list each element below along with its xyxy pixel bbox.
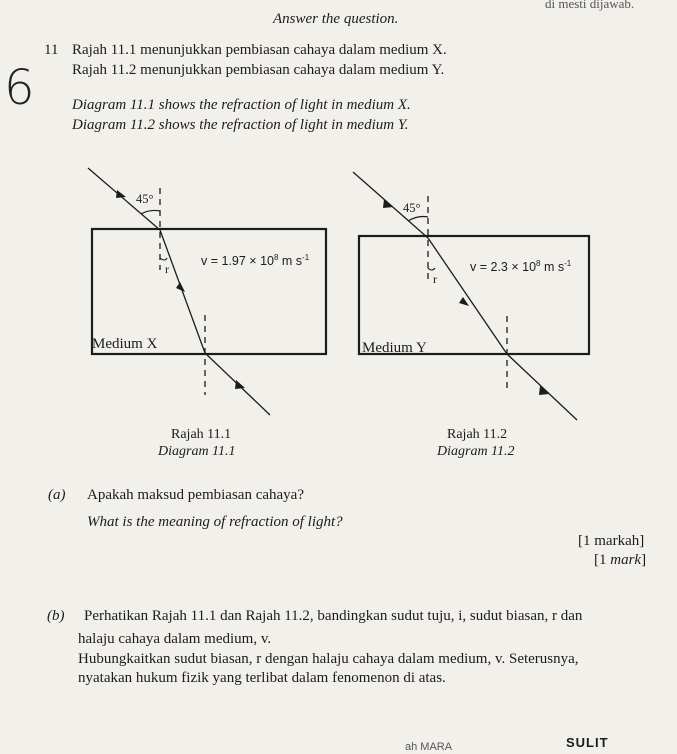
- part-a-english: What is the meaning of refraction of light?: [87, 514, 343, 530]
- refracted-arrowhead-2: [459, 297, 469, 306]
- diagram2-caption-english: Diagram 11.2: [437, 444, 515, 459]
- intro-english-line2: Diagram 11.2 shows the refraction of light in medium Y.: [72, 117, 409, 133]
- refracted-ray-2: [428, 238, 507, 354]
- answer-instruction: Answer the question.: [273, 11, 399, 27]
- diagram1-angle-label: 45°: [136, 192, 154, 206]
- diagram2-r-label: r: [433, 272, 437, 286]
- diagram1-r-label: r: [165, 262, 169, 276]
- intro-malay-line1: Rajah 11.1 menunjukkan pembiasan cahaya dalam medium X.: [72, 42, 447, 58]
- cutoff-header-text: di mesti dijawab.: [545, 0, 635, 11]
- medium-x-label: Medium X: [92, 336, 158, 352]
- intro-english-line1: Diagram 11.1 shows the refraction of light in medium X.: [72, 97, 411, 113]
- question-number: 11: [44, 42, 59, 58]
- part-b-label: (b): [47, 608, 65, 624]
- diagram1-caption-malay: Rajah 11.1: [171, 427, 232, 442]
- diagram2-velocity: $v = 2.3 \times 10^8$ m $s^{-1}$: [470, 259, 572, 275]
- diagram2-angle-label: 45°: [403, 201, 421, 215]
- part-a-marks-english: [1 mark]: [594, 552, 647, 568]
- diagram2-caption-malay: Rajah 11.2: [447, 427, 508, 442]
- footer-sulit-label: SULIT: [566, 735, 609, 750]
- part-b-line1: Perhatikan Rajah 11.1 dan Rajah 11.2, bandingkan sudut tuju, i, sudut biasan, r dan: [84, 608, 583, 624]
- part-b-line3: Hubungkaitkan sudut biasan, r dengan halaju cahaya dalam medium, v. Seterusnya,: [78, 651, 579, 667]
- emergent-arrowhead-2: [539, 386, 549, 395]
- part-a-marks-malay: [1 markah]: [578, 533, 645, 549]
- medium-y-box: [359, 236, 589, 354]
- part-b-line4: nyatakan hukum fizik yang terlibat dalam fenomenon di atas.: [78, 670, 446, 686]
- part-b-line2: halaju cahaya dalam medium, v.: [78, 631, 272, 647]
- handwritten-mark: 6: [4, 60, 35, 116]
- footer-publisher-text: ah MARA: [405, 741, 453, 753]
- incident-angle-arc-2: [408, 217, 428, 222]
- part-a-malay: Apakah maksud pembiasan cahaya?: [87, 487, 304, 503]
- part-a-label: (a): [48, 487, 66, 503]
- medium-y-label: Medium Y: [362, 340, 427, 356]
- diagram1-velocity: $v = 1.97 \times 10^8$ m $s^{-1}$: [201, 253, 310, 269]
- emergent-ray-2: [507, 354, 577, 420]
- refracted-angle-arc-2: [428, 268, 435, 270]
- intro-malay-line2: Rajah 11.2 menunjukkan pembiasan cahaya dalam medium Y.: [72, 62, 445, 78]
- diagram1-caption-english: Diagram 11.1: [158, 444, 236, 459]
- incident-arrowhead-2: [383, 199, 393, 208]
